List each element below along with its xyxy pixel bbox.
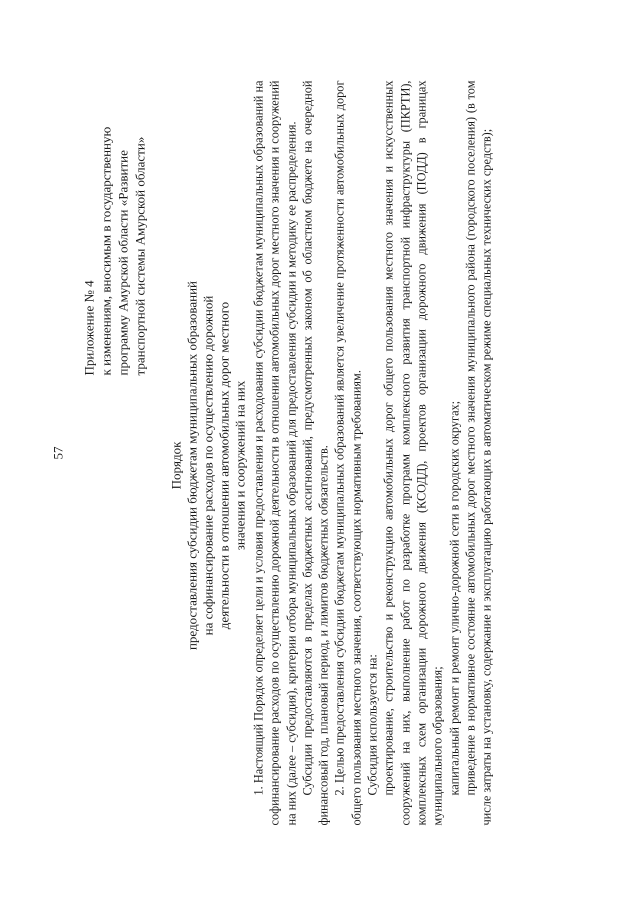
appendix-line: Приложение № 4 [81,279,96,375]
appendix-line: программу Амурской области «Развитие [115,149,130,375]
page-number: 57 [50,446,65,459]
title-line: предоставления субсидии бюджетам муниципальных образований [184,280,199,650]
title-line: на софинансирование расходов по осуществлению дорожной [200,295,215,635]
title-heading: Порядок [168,441,183,489]
paragraph: капитальный ремонт и ремонт улично-дорожной сети в городских округах; [446,400,461,795]
paragraph: Субсидия используется на: [365,653,380,795]
appendix-line: к изменениям, вносимым в государственную [98,126,113,375]
title-line: деятельности в отношении автомобильных дорог местного [216,301,231,629]
document-body [250,80,494,825]
document-title [168,225,248,705]
paragraph: 2. Целью предоставления субсидии бюджетам муниципальных образований является увеличение протяженности автомобильных дорог общего пользования местного значения, соответствующих нормативным требованиям. [332,80,363,825]
paragraph: 1. Настоящий Порядок определяет цели и условия предоставления и расходования субсидии бюджетам муниципальных образований на софинансирование расходов по осуществлению дорожной деятельности в отношении автомобильных дорог местного значения и сооружений на них (далее – субсидия), критерии отбора муниципальных образований для предоставления субсидии и методику ее распределения. [251,80,298,825]
appendix-block [80,75,148,375]
title-line: значения и сооружений на них [232,380,247,550]
paragraph: приведение в нормативное состояние автомобильных дорог местного значения муниципального района (городского поселения) (в том числе затраты на установку, содержание и эксплуатацию работающих в автоматическом режиме специальных технических средств); [462,80,494,825]
paragraph: проектирование, строительство и реконструкцию автомобильных дорог общего пользования местного значения и искусственных сооружений на них, выполнение работ по разработке программ комплексного развития транспортной инфраструктуры (ПКРТИ), комплексных схем организации дорожного движения (КСОДД), проектов организации дорожного движения (ПОДД) в границах муниципального образования; [381,80,445,825]
paragraph: Субсидии предоставляются в пределах бюджетных ассигнований, предусмотренных законом об областном бюджете на очередной финансовый год, плановый период, и лимитов бюджетных обязательств. [299,80,331,825]
appendix-line: транспортной системы Амурской области» [132,136,147,375]
